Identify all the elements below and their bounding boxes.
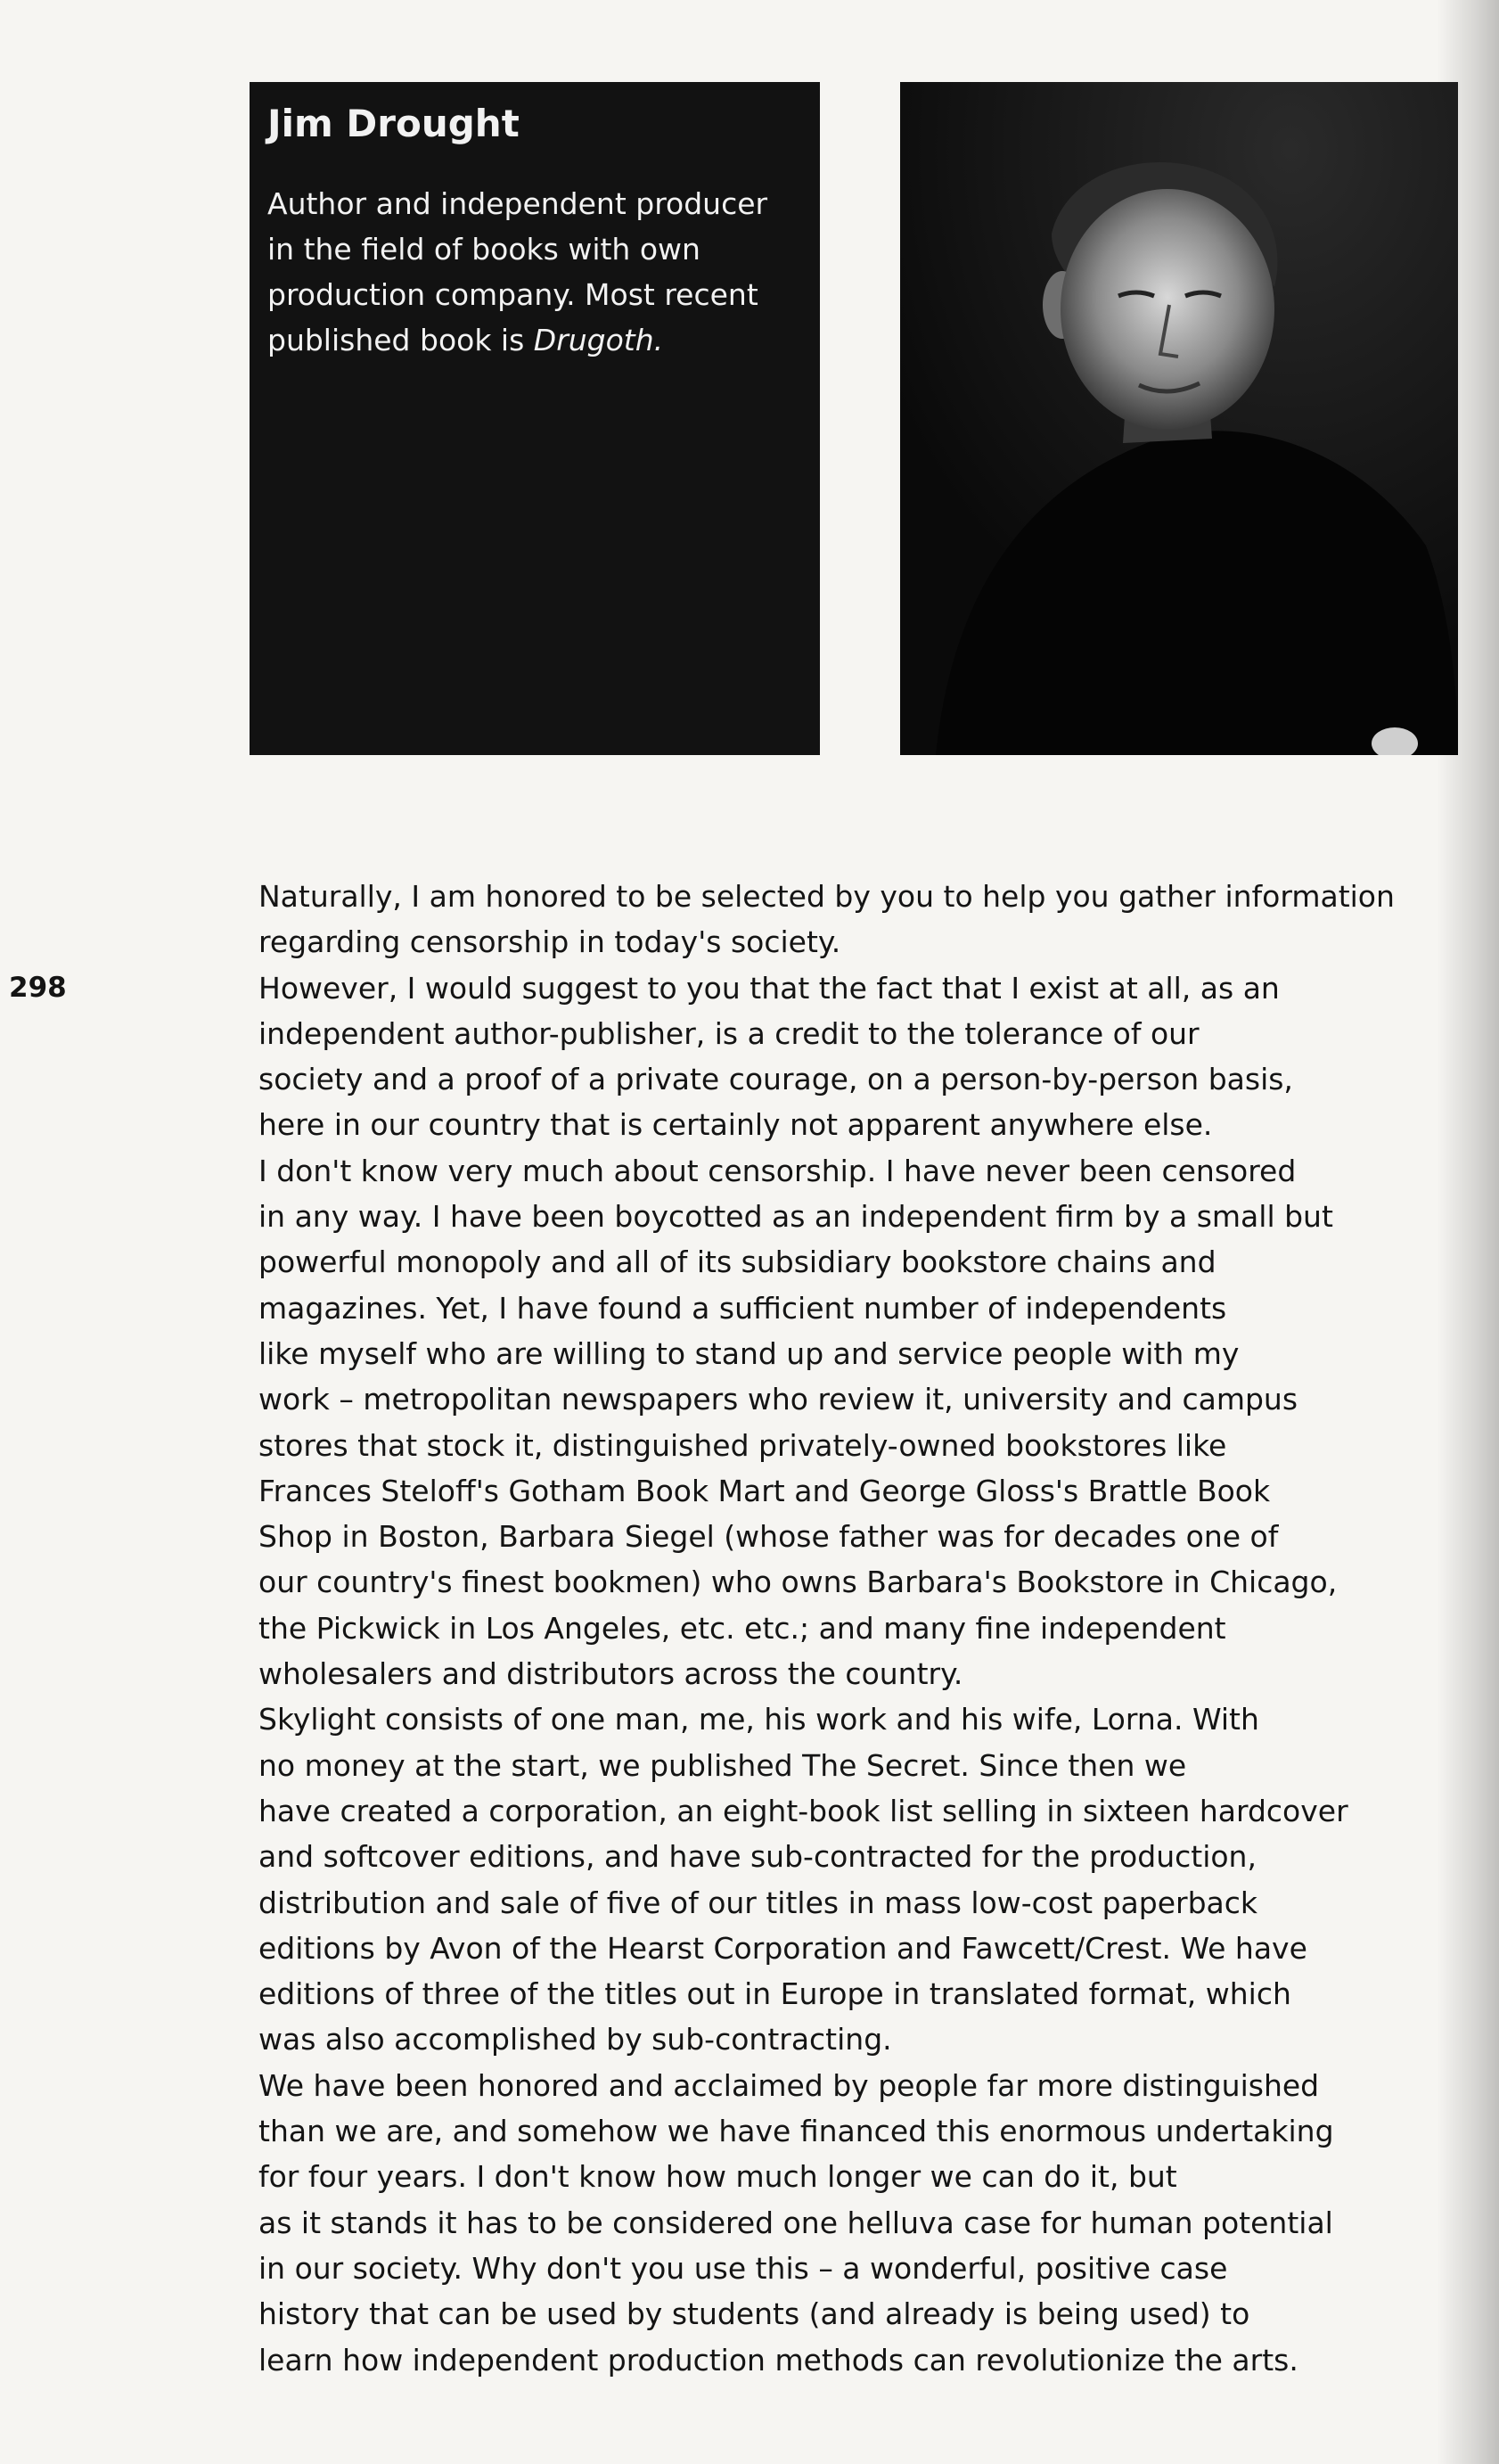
- text-line: like myself who are willing to stand up and service people with my: [258, 1335, 1240, 1371]
- text-line: powerful monopoly and all of its subsidiary bookstore chains and: [258, 1244, 1216, 1280]
- text-line: Skylight consists of one man, me, his work and his wife, Lorna. With: [258, 1702, 1259, 1737]
- text-line: However, I would suggest to you that the fact that I exist at all, as an: [258, 970, 1280, 1006]
- text-line: magazines. Yet, I have found a sufficient number of independents: [258, 1290, 1227, 1326]
- text-line: independent author-publisher, is a credit to the tolerance of our: [258, 1015, 1200, 1051]
- portrait-illustration: [900, 82, 1458, 755]
- author-caption-box: [250, 82, 820, 755]
- author-portrait-photo: [900, 82, 1458, 755]
- text-line: in our society. Why don't you use this – a wonderful, positive case: [258, 2250, 1228, 2286]
- letter-body: [258, 874, 1453, 2383]
- text-line: wholesalers and distributors across the country.: [258, 1656, 963, 1692]
- author-bio: [267, 181, 809, 363]
- text-line: history that can be used by students (and already is being used) to: [258, 2296, 1250, 2332]
- text-line: for four years. I don't know how much longer we can do it, but: [258, 2159, 1177, 2195]
- text-line: than we are, and somehow we have financed this enormous undertaking: [258, 2114, 1334, 2149]
- bio-line-text: published book is: [267, 323, 534, 357]
- text-line: editions of three of the titles out in Europe in translated format, which: [258, 1976, 1291, 2012]
- text-line: I don't know very much about censorship. I have never been censored: [258, 1153, 1297, 1188]
- text-line: distribution and sale of five of our titles in mass low-cost paperback: [258, 1885, 1258, 1920]
- bio-line: in the field of books with own: [267, 232, 700, 267]
- text-line: was also accomplished by sub-contracting.: [258, 2022, 892, 2057]
- page-number: 298: [9, 972, 67, 1004]
- text-line: our country's finest bookmen) who owns Barbara's Bookstore in Chicago,: [258, 1565, 1338, 1600]
- text-line: Naturally, I am honored to be selected by you to help you gather information: [258, 879, 1395, 914]
- text-line: and softcover editions, and have sub-contracted for the production,: [258, 1839, 1257, 1875]
- text-line: learn how independent production methods can revolutionize the arts.: [258, 2342, 1298, 2378]
- text-line: stores that stock it, distinguished privately-owned bookstores like: [258, 1427, 1227, 1463]
- text-line: the Pickwick in Los Angeles, etc. etc.; and many fine independent: [258, 1610, 1226, 1646]
- bio-line: production company. Most recent: [267, 277, 758, 312]
- bio-line: [267, 317, 809, 363]
- text-line: regarding censorship in today's society.: [258, 924, 841, 960]
- text-line: as it stands it has to be considered one helluva case for human potential: [258, 2205, 1333, 2240]
- text-line: here in our country that is certainly not apparent anywhere else.: [258, 1107, 1213, 1143]
- text-line: work – metropolitan newspapers who review it, university and campus: [258, 1382, 1298, 1417]
- text-line: We have been honored and acclaimed by people far more distinguished: [258, 2067, 1320, 2103]
- text-line: in any way. I have been boycotted as an independent firm by a small but: [258, 1199, 1333, 1235]
- text-line: have created a corporation, an eight-book list selling in sixteen hardcover: [258, 1793, 1348, 1828]
- bio-line: Author and independent producer: [267, 186, 768, 221]
- author-name: Jim Drought: [267, 102, 520, 145]
- text-line: Shop in Boston, Barbara Siegel (whose father was for decades one of: [258, 1519, 1279, 1555]
- text-line: no money at the start, we published The Secret. Since then we: [258, 1747, 1187, 1783]
- book-title: Drugoth.: [533, 323, 664, 357]
- text-line: editions by Avon of the Hearst Corporation and Fawcett/Crest. We have: [258, 1930, 1307, 1966]
- text-line: Frances Steloff's Gotham Book Mart and George Gloss's Brattle Book: [258, 1473, 1271, 1508]
- text-line: society and a proof of a private courage, on a person-by-person basis,: [258, 1062, 1293, 1097]
